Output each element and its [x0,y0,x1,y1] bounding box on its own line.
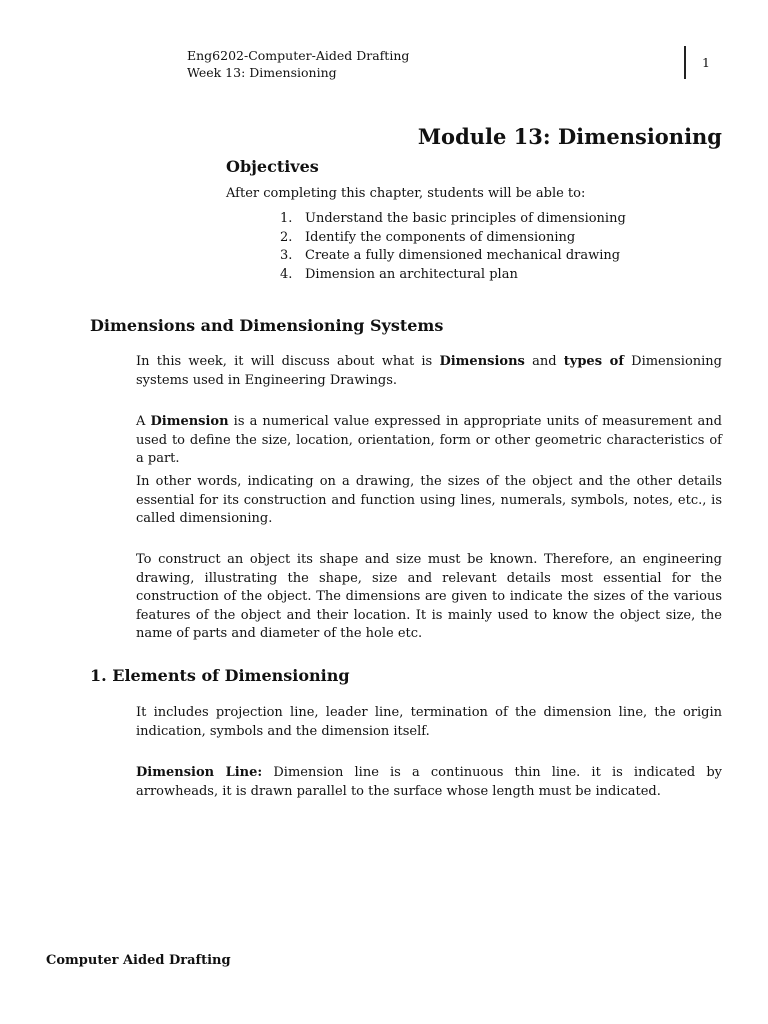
bold-term: Dimensions [439,354,525,369]
page-title: Module 13: Dimensioning [417,124,722,149]
list-item [280,247,626,266]
text-run: and [524,354,564,369]
paragraph-definition [136,413,722,469]
page-number: 1 [702,55,710,70]
objectives-heading: Objectives [226,157,319,176]
list-item-number: 3. [280,248,293,263]
list-item [280,210,626,229]
bold-term: Dimension [150,414,229,429]
list-item-text: Create a fully dimensioned mechanical drawing [305,248,621,263]
text-run: In this week, it will discuss about what is [136,354,440,369]
text-run: is a numerical value expressed in appropriate units of measurement and used to define the size, location, orientation, form or other geometric characteristics of a part. [136,414,722,466]
objectives-intro: After completing this chapter, students will be able to: [226,186,586,201]
bold-term: types of [563,354,624,369]
paragraph-intro [136,353,722,390]
text-run: Dimension line is a continuous thin line. it is indicated by arrowheads, it is drawn parallel to the surface whose length must be indicated. [136,765,722,799]
paragraph-elements: It includes projection line, leader line, termination of the dimension line, the origin indication, symbols and the dimension itself. [136,705,722,739]
text-run: A [136,414,151,429]
list-item-number: 2. [280,229,293,245]
list-item-text: Dimension an architectural plan [305,266,518,282]
list-item-text: Understand the basic principles of dimensioning [305,211,626,226]
section-heading-dimensions: Dimensions and Dimensioning Systems [90,316,444,335]
footer-text: Computer Aided Drafting [46,953,231,968]
paragraph-construct: To construct an object its shape and size must be known. Therefore, an engineering drawing, illustrating the shape, size and relevant details most essential for the construction of the object. The dimensions are given to indicate the sizes of the various features of the object and their location. It is mainly used to know the object size, the name of parts and diameter of the hole etc. [136,552,722,641]
section-heading-elements: 1. Elements of Dimensioning [90,666,350,685]
header-week: Week 13: Dimensioning [187,65,337,80]
list-item-number: 1. [280,211,293,226]
paragraph-other-words: In other words, indicating on a drawing, the sizes of the object and the other details essential for its construction and function using lines, numerals, symbols, notes, etc., is called dimensioning. [136,474,722,526]
header-divider [684,46,686,79]
list-item-text: Identify the components of dimensioning [305,229,576,245]
paragraph-dimension-line [136,764,722,801]
list-item [280,266,626,285]
list-item [280,229,626,248]
header-course: Eng6202-Computer-Aided Drafting [187,48,410,63]
bold-term: Dimension Line: [136,765,263,780]
list-item-number: 4. [280,266,293,282]
text-run: Dimensioning systems used in Engineering Drawings. [136,354,723,388]
objectives-list [280,210,626,284]
